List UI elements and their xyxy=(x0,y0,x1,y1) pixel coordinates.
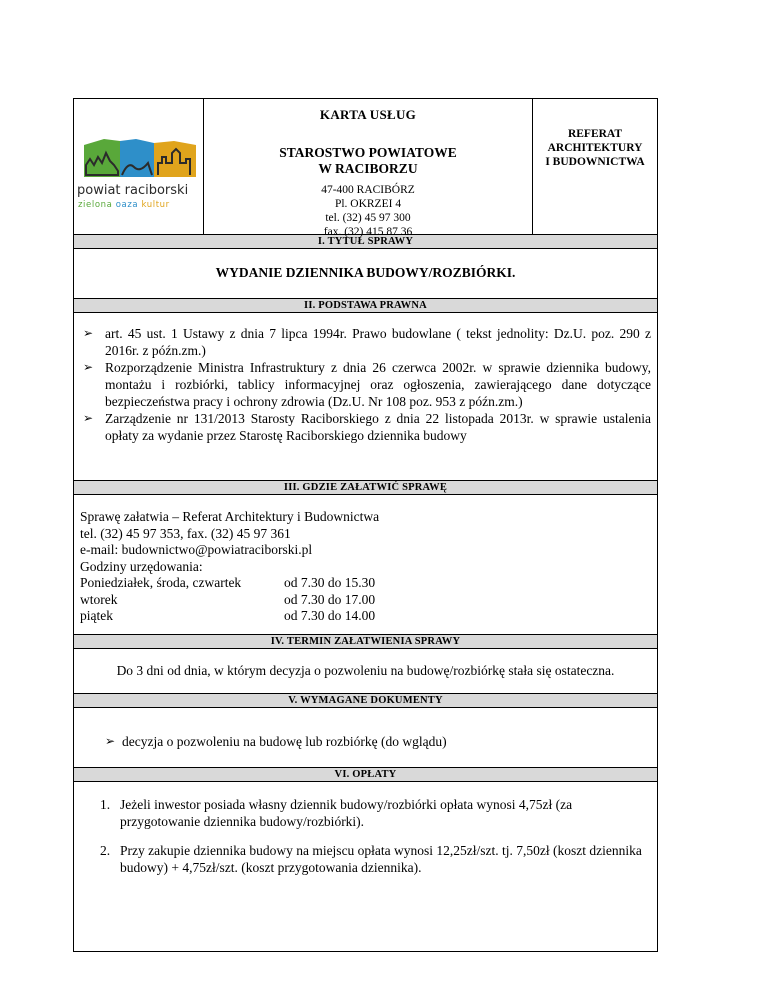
section-heading-fees: VI. OPŁATY xyxy=(73,768,658,782)
list-item xyxy=(82,410,651,444)
hours-row xyxy=(80,608,657,625)
handler-line: Sprawę załatwia – Referat Architektury i Budownictwa xyxy=(80,509,380,524)
address-line: tel. (32) 45 97 300 xyxy=(325,212,411,224)
legal-basis-text: art. 45 ust. 1 Ustawy z dnia 7 lipca 1994r. Prawo budowlane ( tekst jednolity: Dz.U. poz. 290 z 2016r. z późn.zm.) xyxy=(105,326,651,358)
department-line: ARCHITEKTURY xyxy=(547,142,643,154)
deadline-text: Do 3 dni od dnia, w którym decyzja o pozwoleniu na budowę/rozbiórkę stała się ostateczna. xyxy=(73,649,658,694)
office-name-line1: STAROSTWO POWIATOWE xyxy=(279,145,457,160)
hours-days: wtorek xyxy=(80,591,118,607)
hours-time: od 7.30 do 15.30 xyxy=(284,575,376,590)
logo-tag-1: zielona xyxy=(78,200,113,210)
hours-days: piątek xyxy=(80,608,113,623)
section-heading-legal-basis: II. PODSTAWA PRAWNA xyxy=(73,299,658,313)
arrow-bullet-icon: ➢ xyxy=(83,360,94,374)
hours-label: Godziny urzędowania: xyxy=(80,558,203,574)
logo-tag-2: oaza xyxy=(115,200,139,210)
hours-row xyxy=(80,592,657,609)
fee-text: Przy zakupie dziennika budowy na miejscu opłata wynosi 12,25zł/szt. tj. 7,50zł (koszt dziennika budowy) + 4,75zł/szt. (koszt przygotowania dziennika). xyxy=(120,843,642,875)
document-text: decyzja o pozwoleniu na budowę lub rozbiórkę (do wglądu) xyxy=(122,734,447,749)
department-line: REFERAT xyxy=(567,128,623,140)
list-item xyxy=(94,842,649,876)
department-name xyxy=(533,127,657,169)
item-number: 2. xyxy=(100,843,111,858)
required-documents xyxy=(73,708,658,768)
section-heading-title: I. TYTUŁ SPRAWY xyxy=(73,235,658,249)
list-item xyxy=(82,359,651,410)
logo-name: powiat raciborski xyxy=(77,183,189,198)
list-item xyxy=(94,796,649,830)
office-name-line2: W RACIBORZU xyxy=(318,161,418,176)
header-center xyxy=(203,99,533,238)
card-header xyxy=(73,98,658,238)
hours-time: od 7.30 do 14.00 xyxy=(284,608,376,623)
logo-emblem-icon xyxy=(76,131,201,181)
logo-tag-3: kultur xyxy=(141,200,170,210)
hours-time: od 7.30 do 17.00 xyxy=(284,591,376,607)
hours-days: Poniedziałek, środa, czwartek xyxy=(80,575,242,590)
logo xyxy=(74,99,203,234)
section-heading-documents: V. WYMAGANE DOKUMENTY xyxy=(73,694,658,708)
department-line: I BUDOWNICTWA xyxy=(545,156,645,168)
address-line: 47-400 RACIBÓRZ xyxy=(321,184,415,196)
header-department xyxy=(533,99,657,234)
list-item xyxy=(104,733,657,750)
logo-tagline xyxy=(78,200,170,210)
office-address xyxy=(204,183,532,239)
section-heading-where: III. GDZIE ZAŁATWIĆ SPRAWĘ xyxy=(73,481,658,495)
item-number: 1. xyxy=(100,797,111,812)
legal-basis-text: Zarządzenie nr 131/2013 Starosty Raciborskiego z dnia 22 listopada 2013r. w sprawie ustalenia opłaty za wydanie przez Starostę Raciborskiego dziennika budowy xyxy=(105,411,651,443)
hours-row xyxy=(80,575,657,592)
card-title: KARTA USŁUG xyxy=(319,107,417,122)
service-card xyxy=(73,98,658,952)
address-line: fax. (32) 415 87 36 xyxy=(323,226,413,238)
arrow-bullet-icon: ➢ xyxy=(105,734,116,748)
fee-text: Jeżeli inwestor posiada własny dziennik budowy/rozbiórki opłata wynosi 4,75zł (za przygotowanie dziennika budowy/rozbiórki). xyxy=(120,797,573,829)
fees-list xyxy=(73,782,658,952)
email-line: e-mail: budownictwo@powiatraciborski.pl xyxy=(80,542,313,557)
case-title: WYDANIE DZIENNIKA BUDOWY/ROZBIÓRKI. xyxy=(73,249,658,299)
phone-line: tel. (32) 45 97 353, fax. (32) 45 97 361 xyxy=(80,525,291,541)
legal-basis-list xyxy=(73,313,658,481)
office-name xyxy=(204,145,532,177)
arrow-bullet-icon: ➢ xyxy=(83,411,94,425)
arrow-bullet-icon: ➢ xyxy=(83,326,94,340)
address-line: Pl. OKRZEI 4 xyxy=(334,198,402,210)
legal-basis-text: Rozporządzenie Ministra Infrastruktury z dnia 26 czerwca 2002r. w sprawie dziennika budowy, montażu i rozbiórki, tablicy informacyjnej oraz ogłoszenia, zawierającego dane dotyczące bezpieczeństwa pracy i ochrony zdrowia (Dz.U. Nr 108 poz. 953 z późn.zm.) xyxy=(105,360,651,409)
where-to-handle xyxy=(73,495,658,635)
section-heading-deadline: IV. TERMIN ZAŁATWIENIA SPRAWY xyxy=(73,635,658,649)
list-item xyxy=(82,325,651,359)
